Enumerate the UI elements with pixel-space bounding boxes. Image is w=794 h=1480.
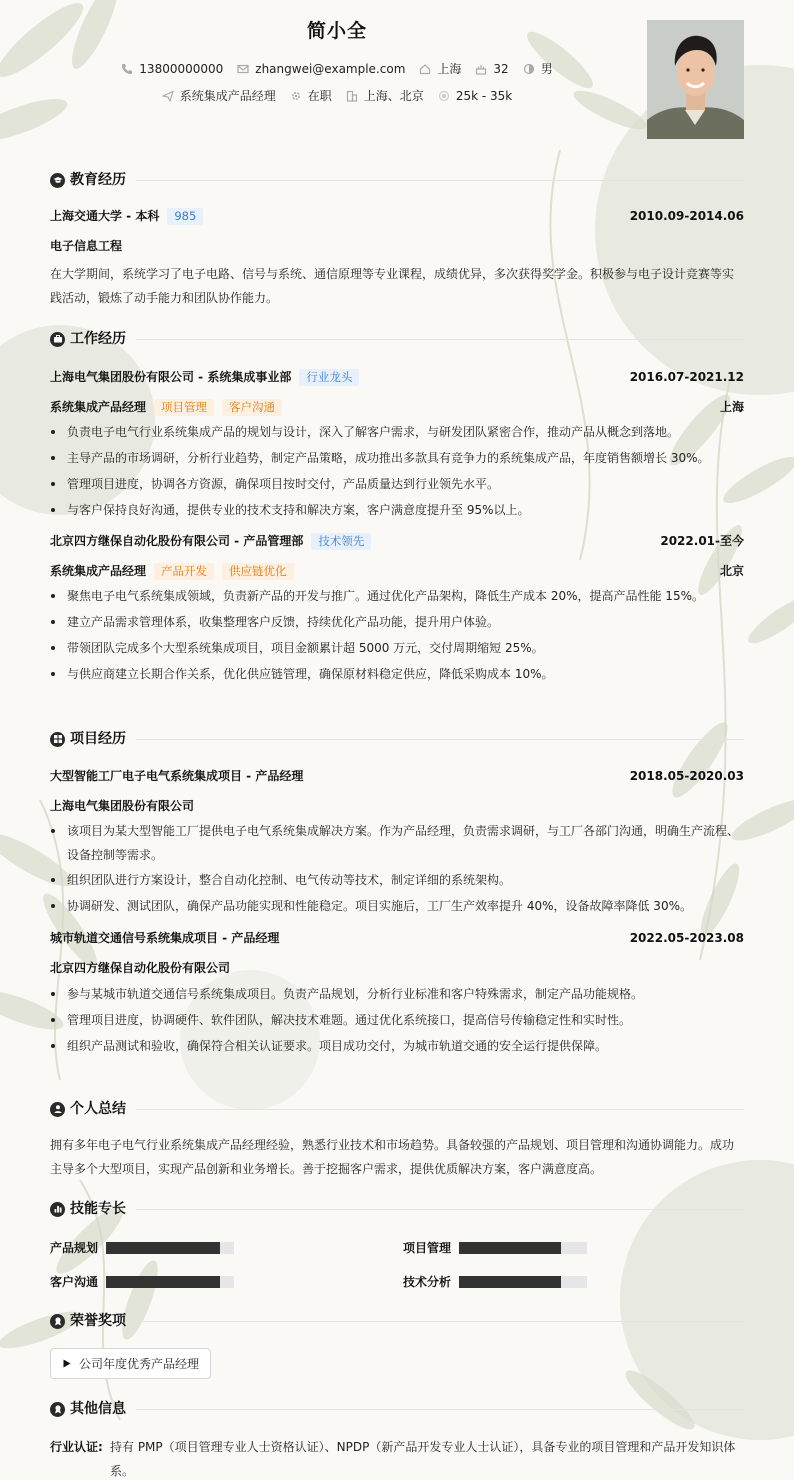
other-title: 其他信息 [70,1400,126,1417]
section-divider [136,1209,744,1210]
projects-section [50,729,744,1059]
status-text: 在职 [307,89,332,103]
work-title: 工作经历 [70,330,126,347]
project-company: 上海电气集团股份有限公司 [50,799,195,813]
bar-chart-icon [50,1202,65,1217]
honors-section [50,1311,744,1331]
list-item: 该项目为某大型智能工厂提供电子电气系统集成解决方案。作为产品经理，负责需求调研，与工厂各部门沟通，明确生产流程、设备控制等需求。 [50,819,744,867]
job-city: 北京 [719,564,744,578]
list-item: 负责电子电气行业系统集成产品的规划与设计，深入了解客户需求，与研发团队紧密合作，推动产品从概念到落地。 [50,419,744,445]
status-item [290,87,332,105]
target-city-text: 上海、北京 [363,89,424,103]
coin-icon [438,90,450,102]
summary-header [50,1099,744,1119]
job-company-tag: 行业龙头 [299,369,359,386]
section-divider [136,739,744,740]
major-name: 电子信息工程 [50,239,123,253]
section-divider [136,339,744,340]
list-item: 参与某城市轨道交通信号系统集成项目。负责产品规划，分析行业标准和客户特殊需求，制定产品功能规格。 [50,981,744,1007]
skill-bar [459,1242,587,1254]
section-divider [136,1321,744,1322]
education-row [50,206,744,226]
job-skill-tag: 产品开发 [154,563,214,580]
job-skill-tag: 项目管理 [154,399,214,416]
city-item [419,60,461,78]
skill-level-fill [106,1242,220,1254]
job-role-row [50,561,744,581]
project-date: 2022.05-2023.08 [629,931,744,945]
salary-text: 25k - 35k [455,89,513,103]
projects-title: 项目经历 [70,730,126,747]
project-date: 2018.05-2020.03 [629,769,744,783]
job-role: 系统集成产品经理 [50,564,147,578]
job-date: 2022.01-至今 [660,534,744,548]
project-name: 大型智能工厂电子电气系统集成项目 - 产品经理 [50,769,304,783]
profile-photo [647,20,744,139]
position-item [162,87,276,105]
project-name-row [50,766,744,786]
gear-icon [290,90,302,102]
job-company-row [50,367,744,387]
building-icon [346,90,358,102]
summary-title: 个人总结 [70,1100,126,1117]
award-icon [50,1314,65,1329]
job-skill-tag: 供应链优化 [222,563,294,580]
list-item: 与客户保持良好沟通，提供专业的技术支持和解决方案，客户满意度提升至 95%以上。 [50,497,744,523]
job-role: 系统集成产品经理 [50,400,147,414]
skills-section [50,1199,744,1219]
project-entry [50,928,744,1059]
project-bullets [50,981,744,1059]
job-company-tag: 技术领先 [311,533,371,550]
gender-icon [523,63,535,75]
other-section [50,1399,744,1480]
job-skill-tag: 客户沟通 [222,399,282,416]
list-item: 主导产品的市场调研，分析行业趋势，制定产品策略，成功推出多款具有竞争力的系统集成产品，年度销售额增长 30%。 [50,445,744,471]
skill-bar [106,1276,234,1288]
education-desc: 在大学期间，系统学习了电子电路、信号与系统、通信原理等专业课程，成绩优异，多次获得奖学金。积极参与电子设计竞赛等实践活动，锻炼了动手能力和团队协作能力。 [50,267,735,305]
summary-section [50,1099,744,1181]
education-header [50,170,744,190]
skill-name: 客户沟通 [50,1275,99,1289]
skill-level-fill [106,1276,220,1288]
skill-name: 项目管理 [403,1241,452,1255]
cake-icon [475,63,487,75]
list-item: 与供应商建立长期合作关系，优化供应链管理，确保原材料稳定供应，降低采购成本 10%。 [50,661,744,687]
candidate-name: 简小全 [306,20,367,42]
school-tag: 985 [167,208,203,225]
project-company: 北京四方继保自动化股份有限公司 [50,961,231,975]
mail-icon [237,63,249,75]
phone-item [121,60,223,78]
honors-header [50,1311,744,1331]
job-company: 上海电气集团股份有限公司 - 系统集成事业部 [50,370,292,384]
job-intent-row [0,87,674,105]
project-company-row [50,958,744,978]
skill-name: 产品规划 [50,1241,99,1255]
skill-item [50,1239,234,1257]
honor-label: 公司年度优秀产品经理 [79,1356,200,1371]
certification-label: 行业认证: [50,1440,103,1454]
honor-item[interactable] [50,1348,211,1379]
job-company: 北京四方继保自动化股份有限公司 - 产品管理部 [50,534,304,548]
skills-title: 技能专长 [70,1200,126,1217]
send-icon [162,90,174,102]
email-text: zhangwei@example.com [255,62,406,76]
position-text: 系统集成产品经理 [179,89,276,103]
skill-item [403,1273,587,1291]
list-item: 协调研发、测试团队，确保产品功能实现和性能稳定。项目实施后，工厂生产效率提升 40%，设备故障率降低 30%。 [50,893,744,919]
project-company-row [50,796,744,816]
list-item: 管理项目进度，协调硬件、软件团队，解决技术难题。通过优化系统接口，提高信号传输稳定性和实时性。 [50,1007,744,1033]
phone-text: 13800000000 [139,62,224,76]
honors-title: 荣誉奖项 [70,1312,126,1329]
skill-level-fill [459,1276,561,1288]
user-icon [50,1102,65,1117]
job-entry [50,367,744,523]
section-divider [136,1409,744,1410]
certification-text: 持有 PMP（项目管理专业人士资格认证）、NPDP（新产品开发专业人士认证），具备专业的项目管理和产品开发知识体系。 [110,1440,736,1478]
education-date: 2010.09-2014.06 [629,209,744,223]
skill-bar [459,1276,587,1288]
email-item [237,60,405,78]
section-divider [136,180,744,181]
section-divider [136,1109,744,1110]
skill-bar [106,1242,234,1254]
job-city: 上海 [719,400,744,414]
home-icon [419,63,431,75]
skill-item [50,1273,234,1291]
grid-icon [50,732,65,747]
project-name: 城市轨道交通信号系统集成项目 - 产品经理 [50,931,280,945]
award-icon [50,1402,65,1417]
city-text: 上海 [437,62,462,76]
skills-header [50,1199,744,1219]
gender-item [523,60,553,78]
salary-item [438,87,512,105]
education-section [50,170,744,310]
project-bullets [50,819,744,919]
projects-header [50,729,744,749]
list-item: 组织团队进行方案设计，整合自动化控制、电气传动等技术，制定详细的系统架构。 [50,867,744,893]
job-company-row [50,531,744,551]
job-bullets [50,419,744,523]
job-entry [50,531,744,687]
age-item [475,60,508,78]
other-header [50,1399,744,1419]
briefcase-icon [50,332,65,347]
education-title: 教育经历 [70,171,126,188]
skill-name: 技术分析 [403,1275,452,1289]
contact-row [0,60,674,78]
summary-text: 拥有多年电子电气行业系统集成产品经理经验，熟悉行业技术和市场趋势。具备较强的产品规划、项目管理和沟通协调能力。成功主导多个大型项目，实现产品创新和业务增长。善于挖掘客户需求，提供优质解决方案，客户满意度高。 [50,1138,735,1176]
work-section [50,329,744,687]
avatar-portrait [647,20,744,139]
play-icon [63,1359,71,1368]
school-name: 上海交通大学 - 本科 [50,209,160,223]
skill-item [403,1239,587,1257]
major-row [50,236,744,256]
target-city-item [346,87,424,105]
certification-row [50,1435,744,1480]
skill-level-fill [459,1242,561,1254]
list-item: 聚焦电子电气系统集成领域，负责新产品的开发与推广。通过优化产品架构，降低生产成本 20%，提高产品性能 15%。 [50,583,744,609]
list-item: 建立产品需求管理体系，收集整理客户反馈，持续优化产品功能，提升用户体验。 [50,609,744,635]
job-role-row [50,397,744,417]
job-bullets [50,583,744,687]
age-text: 32 [493,62,509,76]
phone-icon [121,63,133,75]
gender-text: 男 [540,62,553,76]
graduation-cap-icon [50,173,65,188]
work-header [50,329,744,349]
list-item: 带领团队完成多个大型系统集成项目，项目金额累计超 5000 万元，交付周期缩短 25%。 [50,635,744,661]
project-name-row [50,928,744,948]
list-item: 管理项目进度，协调各方资源，确保项目按时交付，产品质量达到行业领先水平。 [50,471,744,497]
list-item: 组织产品测试和验收，确保符合相关认证要求。项目成功交付，为城市轨道交通的安全运行提供保障。 [50,1033,744,1059]
project-entry [50,766,744,919]
job-date: 2016.07-2021.12 [629,370,744,384]
